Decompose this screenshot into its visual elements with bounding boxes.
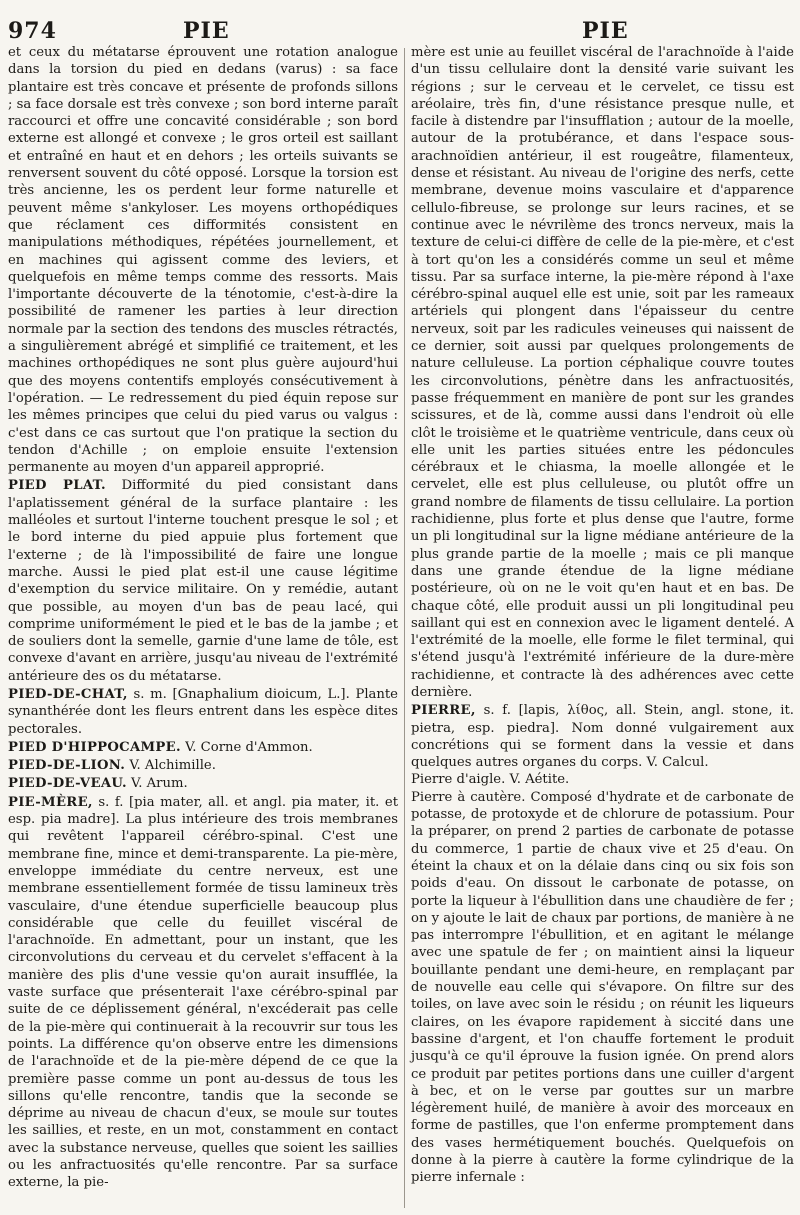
dictionary-entry (8, 739, 398, 756)
entry-headword: PIED-DE-CHAT, (8, 686, 128, 702)
entry-text: s. f. [pia mater, all. et angl. pia mater, it. et esp. pia madre]. La plus intérieure des trois membranes qui revêtent l'appareil cérébro-spinal. C'est une membrane fine, mince et demi-transparente. La pie-mère, enveloppe immédiate du centre nerveux, est une membrane essentiellement formée de tissu lamineux très vasculaire, d'une étendue superficielle beaucoup plus considérable que celle du feuillet viscéral de l'arachnoïde. En admettant, pour un instant, que les circonvolutions du cerveau et du cervelet s'effacent à la manière des plis d'une vessie qu'on aurait insufflée, la vaste surface que présenterait l'axe cérébro-spinal par suite de ce déplissement général, n'excéderait pas celle de la pie-mère qui continuerait à la recouvrir sur tous les points. La différence qu'on observe entre les dimensions de l'arachnoïde et de la pie-mère dépend de ce que la première passe comme un pont au-dessus de tous les sillons qu'elle rencontre, tandis que la seconde se déprime au niveau de chacun d'eux, se moule sur toutes les saillies, et reste, en un mot, constamment en contact avec la substance nerveuse, quelles que soient les saillies ou les anfractuosités qu'elle rencontre. Par sa surface externe, la pie- (8, 794, 398, 1191)
entry-text: V. Corne d'Ammon. (180, 739, 313, 755)
dictionary-entry (411, 702, 794, 771)
entry-text: Difformité du pied consistant dans l'aplatissement général de la surface plantaire : les malléoles et surtout l'interne touchent presque le sol ; et le bord interne du pied appuie plus fortement que l'externe ; de là l'impossibilité de faire une longue marche. Aussi le pied plat est-il une cause légitime d'exemption du service militaire. On y remédie, autant que possible, au moyen d'un bas de peau lacé, qui comprime uniformément le pied et le bas de la jambe ; et de souliers dont la semelle, garnie d'une lame de tôle, est convexe d'avant en arrière, jusqu'au niveau de l'extrémité antérieure des os du métatarse. (8, 478, 398, 684)
paragraph (8, 44, 398, 476)
entry-text: s. f. [lapis, λίθος, all. Stein, angl. stone, it. pietra, esp. piedra]. Nom donné vulgairement aux concrétions qui se forment dans la vessie et dans quelques autres organes du corps. V. Calcul. (411, 703, 794, 771)
paragraph (411, 789, 794, 1187)
dictionary-entry (8, 757, 398, 774)
entry-headword: PIED-DE-VEAU. (8, 776, 127, 792)
entry-text: Pierre à cautère. Composé d'hydrate et de carbonate de potasse, de protoxyde et de chlorure de potassium. Pour la préparer, on prend 2 parties de carbonate de potasse du commerce, 1 partie de chaux vive et 25 d'eau. On éteint la chaux et on la délaie dans cinq ou six fois son poids d'eau. On dissout le carbonate de potasse, on porte la liqueur à l'ébullition dans une chaudière de fer ; on y ajoute le lait de chaux par portions, de manière à ne pas interrompre l'ébullition, et en agitant le mélange avec une spatule de fer ; on maintient ainsi la liqueur bouillante pendant une demi-heure, en remplaçant par de nouvelle eau celle qui s'évapore. On filtre sur des toiles, on lave avec soin le résidu ; on réunit les liqueurs claires, on les évapore rapidement à siccité dans une bassine d'argent, et l'on chauffe fortement le produit jusqu'à ce qu'il éprouve la fusion ignée. On prend alors ce produit par petites portions dans une cuiller d'argent à bec, et on le verse par gouttes sur un marbre légèrement huilé, de manière à avoir des morceaux en forme de pastilles, que l'on enferme promptement dans des vases hermétiquement bouchés. Quelquefois on donne à la pierre à cautère la forme cylindrique de la pierre infernale : (411, 789, 794, 1186)
entry-text: Pierre d'aigle. V. Aétite. (411, 772, 570, 788)
dictionary-entry (8, 794, 398, 1192)
paragraph (411, 44, 794, 701)
column-divider (404, 48, 405, 1208)
dictionary-entry (8, 775, 398, 792)
dictionary-entry (8, 477, 398, 685)
entry-text: V. Alchimille. (125, 758, 216, 774)
entry-text: et ceux du métatarse éprouvent une rotation analogue dans la torsion du pied en dedans (varus) : sa face plantaire est très concave et présente de profonds sillons ; sa face dorsale est très convexe ; son bord interne paraît raccourci et offre une concavité considérable ; son bord externe est allongé et convexe ; le gros orteil est saillant et entraîné en haut et en dehors ; les orteils suivants se renversent souvent du côté opposé. Lorsque la torsion est très ancienne, les os perdent leur forme naturelle et peuvent même s'ankyloser. Les moyens orthopédiques que réclament ces difformités consistent en manipulations méthodiques, répétées journellement, et en machines qui agissent comme des leviers, et quelquefois en même temps comme des ressorts. Mais l'importante découverte de la ténotomie, c'est-à-dire la possibilité de ramener les parties à leur direction normale par la section des tendons des muscles rétractés, a singulièrement abrégé et simplifié ce traitement, et les machines orthopédiques ne sont plus guère aujourd'hui que des moyens contentifs employés consécutivement à l'opération. — Le redressement du pied équin repose sur les mêmes principes que celui du pied varus ou valgus : c'est dans ce cas surtout que l'on pratique la section du tendon d'Achille ; on emploie ensuite l'extension permanente au moyen d'un appareil approprié. (8, 45, 398, 476)
page-number: 974 (8, 18, 57, 44)
paragraph (411, 771, 794, 788)
entry-headword: PIED PLAT. (8, 478, 106, 494)
dictionary-entry (8, 686, 398, 738)
entry-text: mère est unie au feuillet viscéral de l'arachnoïde à l'aide d'un tissu cellulaire dont la densité varie suivant les régions ; sur le cerveau et le cervelet, ce tissu est aréolaire, très fin, d'une résistance presque nulle, et facile à distendre par l'insufflation ; autour de la moelle, autour de la protubérance, et dans l'espace sous-arachnoïdien antérieur, il est rougeâtre, filamenteux, dense et résistant. Au niveau de l'origine des nerfs, cette membrane, devenue moins vasculaire et d'apparence cellulo-fibreuse, se prolonge sur leurs racines, et se continue avec le névrilème des troncs nerveux, mais la texture de celui-ci diffère de celle de la pie-mère, et c'est à tort qu'on les a considérés comme un seul et même tissu. Par sa surface interne, la pie-mère répond à l'axe cérébro-spinal auquel elle est unie, soit par les rameaux artériels qui plongent dans l'épaisseur du centre nerveux, soit par les radicules veineuses qui naissent de ce dernier, soit aussi par quelques prolongements de nature celluleuse. La portion céphalique couvre toutes les circonvolutions, pénètre dans les anfractuosités, passe fréquemment en manière de pont sur les grandes scissures, et de là, comme aussi dans l'endroit où elle clôt le troisième et le quatrième ventricule, dans ceux où elle unit les parties situées entre les pédoncules cérébraux et le chiasma, la moelle allongée et le cervelet, elle est plus celluleuse, ou plutôt offre un grand nombre de filaments de tissu cellulaire. La portion rachidienne, plus forte et plus dense que l'autre, forme un pli longitudinal sur la ligne médiane antérieure de la plus grande partie de la moelle ; mais ce pli manque dans une grande étendue de la ligne médiane postérieure, où on ne le voit qu'en haut et en bas. De chaque côté, elle produit aussi un pli longitudinal peu saillant qui est en connexion avec le ligament dentelé. A l'extrémité de la moelle, elle forme le filet terminal, qui s'étend jusqu'à l'extrémité inférieure de la dure-mère rachidienne, et contracte là des adhérences avec cette dernière. (411, 45, 794, 700)
running-title-right: PIE (582, 18, 629, 44)
entry-text: s. m. [Gnaphalium dioicum, L.]. Plante synanthérée dont les fleurs entrent dans les espèce dites pectorales. (8, 686, 398, 737)
left-column (8, 44, 398, 1192)
entry-headword: PIE-MÈRE, (8, 794, 93, 810)
entry-headword: PIED D'HIPPOCAMPE. (8, 739, 181, 755)
right-column (411, 44, 794, 1187)
running-title-left: PIE (183, 18, 230, 44)
entry-headword: PIERRE, (411, 703, 476, 719)
entry-headword: PIED-DE-LION. (8, 758, 126, 774)
entry-text: V. Arum. (126, 776, 188, 792)
